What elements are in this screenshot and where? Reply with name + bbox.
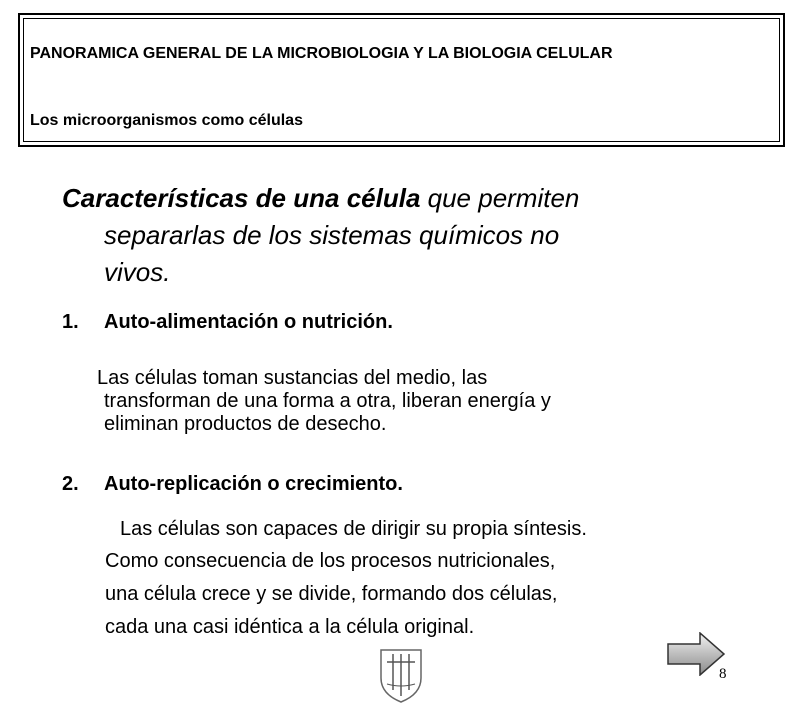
item-1-number: 1. xyxy=(62,311,79,333)
header-title: PANORAMICA GENERAL DE LA MICROBIOLOGIA Y LA BIOLOGIA CELULAR xyxy=(30,45,613,62)
item-2-title: Auto-replicación o crecimiento. xyxy=(104,473,403,495)
intro-bold: Características de una célula xyxy=(62,183,421,213)
item-1-title: Auto-alimentación o nutrición. xyxy=(104,311,393,333)
item-2-line-4: cada una casi idéntica a la célula original. xyxy=(105,616,475,638)
intro-line2: separarlas de los sistemas químicos no xyxy=(104,220,560,250)
item-2-line-1: Las células son capaces de dirigir su propia síntesis. xyxy=(120,518,587,540)
item-2-line-2: Como consecuencia de los procesos nutricionales, xyxy=(105,550,556,572)
university-logo xyxy=(373,646,429,715)
intro-text xyxy=(62,180,762,291)
next-arrow-icon[interactable] xyxy=(666,632,726,681)
page-number: 8 xyxy=(719,666,727,682)
header-subtitle: Los microorganismos como células xyxy=(30,112,303,129)
intro-line3: vivos. xyxy=(104,257,171,287)
item-1-heading xyxy=(62,311,393,334)
intro-rest: que permiten xyxy=(420,183,580,213)
item-1-line-1: Las células toman sustancias del medio, las xyxy=(97,367,488,389)
item-2-number: 2. xyxy=(62,473,79,495)
item-1-line-3: eliminan productos de desecho. xyxy=(104,413,387,435)
item-1-line-2: transforman de una forma a otra, liberan energía y xyxy=(104,390,551,412)
item-2-heading xyxy=(62,473,403,496)
item-2-line-3: una célula crece y se divide, formando dos células, xyxy=(105,583,558,605)
